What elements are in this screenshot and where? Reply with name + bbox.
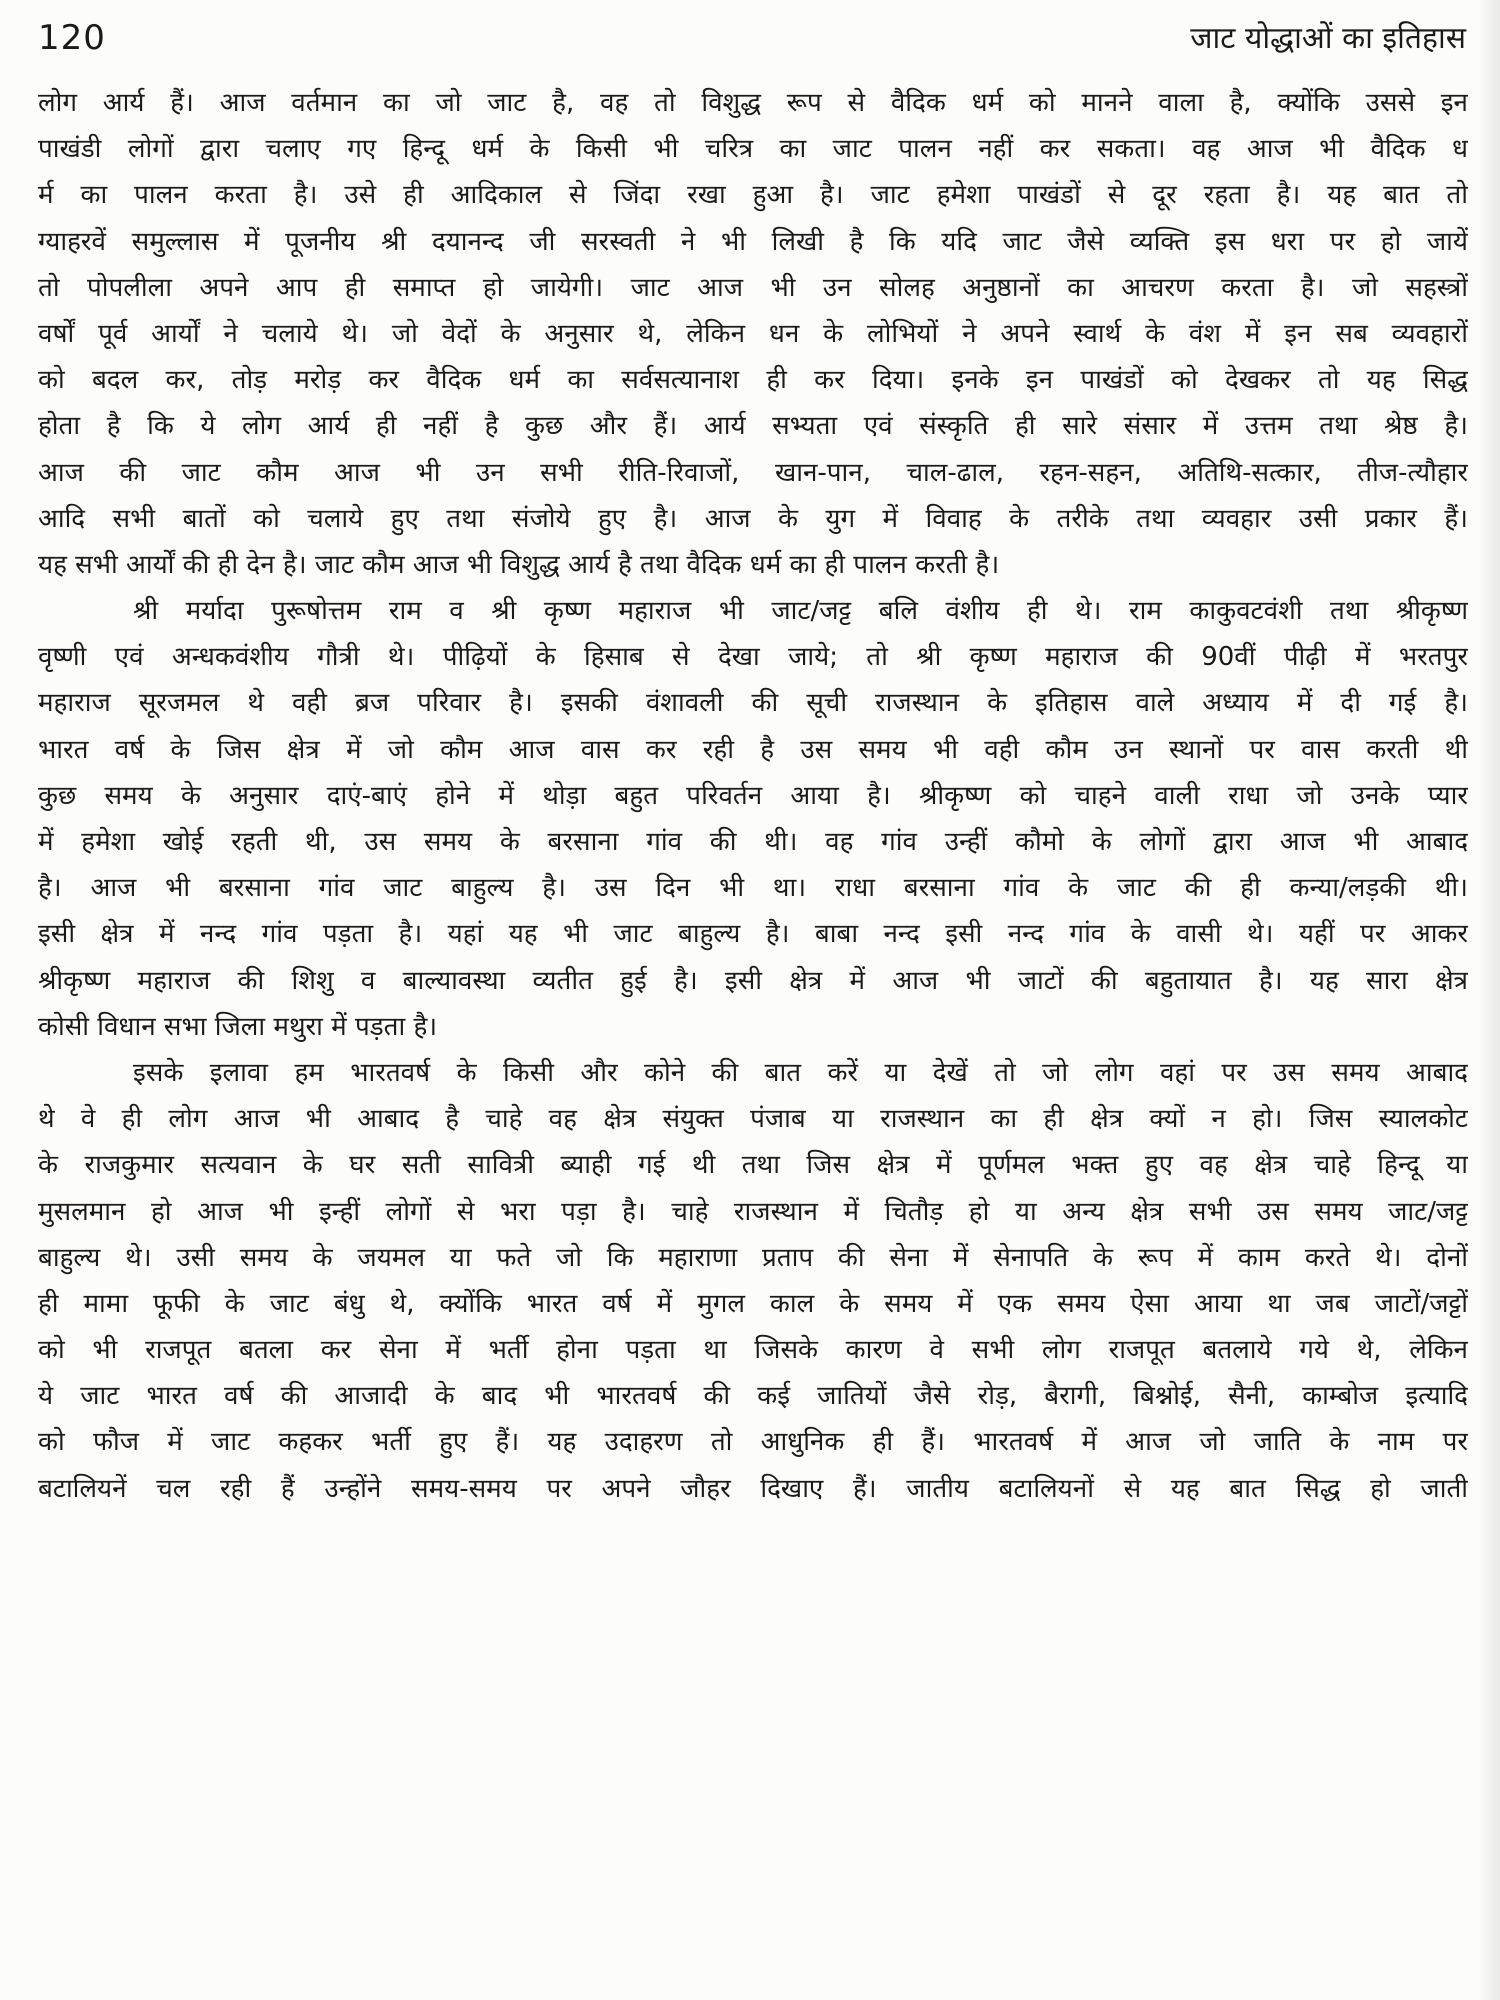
text-line: महाराज सूरजमल थे वही ब्रज परिवार है। इसकी वंशावली की सूची राजस्थान के इतिहास वाले अध्याय में दी गई है। [38,688,1468,719]
text-line: र्म का पालन करता है। उसे ही आदिकाल से जिंदा रखा हुआ है। जाट हमेशा पाखंडों से दूर रहता है। यह बात तो [38,180,1468,211]
text-line: के राजकुमार सत्यवान के घर सती सावित्री ब्याही गई थी तथा जिस क्षेत्र में पूर्णमल भक्त हुए वह क्षेत्र चाहे हिन्दू या [38,1150,1468,1181]
text-line-paragraph-start: इसके इलावा हम भारतवर्ष के किसी और कोने की बात करें या देखें तो जो लोग वहां पर उस समय आबाद [133,1057,1468,1088]
text-line: आज की जाट कौम आज भी उन सभी रीति-रिवाजों, खान-पान, चाल-ढाल, रहन-सहन, अतिथि-सत्कार, तीज-त्यौहार [38,457,1468,488]
text-line: को फौज में जाट कहकर भर्ती हुए हैं। यह उदाहरण तो आधुनिक ही हैं। भारतवर्ष में आज जो जाति के नाम पर [38,1427,1468,1458]
running-head: जाट योद्धाओं का इतिहास [1190,21,1466,56]
text-line: ही मामा फूफी के जाट बंधु थे, क्योंकि भारत वर्ष में मुगल काल के समय में एक समय ऐसा आया था जब जाटों/जट्टों [38,1288,1468,1319]
text-line: भारत वर्ष के जिस क्षेत्र में जो कौम आज वास कर रही है उस समय भी वही कौम उन स्थानों पर वास करती थी [38,734,1468,765]
text-line: वृष्णी एवं अन्धकवंशीय गौत्री थे। पीढ़ियों के हिसाब से देखा जाये; तो श्री कृष्ण महाराज की 90वीं पीढ़ी में भरतपुर [38,642,1468,673]
text-line: थे वे ही लोग आज भी आबाद है चाहे वह क्षेत्र संयुक्त पंजाब या राजस्थान का ही क्षेत्र क्यों न हो। जिस स्यालकोट [38,1104,1468,1135]
text-line: में हमेशा खोई रहती थी, उस समय के बरसाना गांव की थी। वह गांव उन्हीं कौमो के लोगों द्वारा आज भी आबाद [38,827,1468,857]
text-line: लोग आर्य हैं। आज वर्तमान का जो जाट है, वह तो विशुद्ध रूप से वैदिक धर्म को मानने वाला है, क्योंकि उससे इन [38,88,1468,118]
text-line: आदि सभी बातों को चलाये हुए तथा संजोये हुए है। आज के युग में विवाह के तरीके तथा व्यवहार उसी प्रकार हैं। [38,503,1468,534]
text-line: को बदल कर, तोड़ मरोड़ कर वैदिक धर्म का सर्वसत्यानाश ही कर दिया। इनके इन पाखंडों को देखकर तो यह सिद्ध [38,365,1468,396]
text-line: कुछ समय के अनुसार दाएं-बाएं होने में थोड़ा बहुत परिवर्तन आया है। श्रीकृष्ण को चाहने वाली राधा जो उनके प्यार [38,780,1468,811]
text-line: तो पोपलीला अपने आप ही समाप्त हो जायेगी। जाट आज भी उन सोलह अनुष्ठानों का आचरण करता है। जो सहस्त्रों [38,272,1468,303]
text-line: को भी राजपूत बतला कर सेना में भर्ती होना पड़ता था जिसके कारण वे सभी लोग राजपूत बतलाये गये थे, लेकिन [38,1335,1468,1366]
page-edge-shadow [1478,0,1500,2000]
text-line: पाखंडी लोगों द्वारा चलाए गए हिन्दू धर्म के किसी भी चरित्र का जाट पालन नहीं कर सकता। वह आज भी वैदिक ध [38,134,1468,165]
page-number: 120 [38,18,106,58]
text-line: ये जाट भारत वर्ष की आजादी के बाद भी भारतवर्ष की कई जातियों जैसे रोड़, बैरागी, बिश्नोई, सैनी, काम्बोज इत्यादि [38,1381,1468,1412]
text-line-paragraph-start: श्री मर्यादा पुरूषोत्तम राम व श्री कृष्ण महाराज भी जाट/जट्ट बलि वंशीय ही थे। राम काकुवटवंशी तथा श्रीकृष्ण [133,596,1468,627]
text-line: होता है कि ये लोग आर्य ही नहीं है कुछ और हैं। आर्य सभ्यता एवं संस्कृति ही सारे संसार में उत्तम तथा श्रेष्ठ है। [38,411,1468,442]
page-header [38,12,1466,68]
text-line: ग्याहरवें समुल्लास में पूजनीय श्री दयानन्द जी सरस्वती ने भी लिखी है कि यदि जाट जैसे व्यक्ति इस धरा पर हो जायें [38,226,1468,257]
text-line: इसी क्षेत्र में नन्द गांव पड़ता है। यहां यह भी जाट बाहुल्य है। बाबा नन्द इसी नन्द गांव के वासी थे। यहीं पर आकर [38,919,1468,950]
text-line: बटालियनें चल रही हैं उन्होंने समय-समय पर अपने जौहर दिखाए हैं। जातीय बटालियनों से यह बात सिद्ध हो जाती [38,1473,1468,1504]
text-line: श्रीकृष्ण महाराज की शिशु व बाल्यावस्था व्यतीत हुई है। इसी क्षेत्र में आज भी जाटों की बहुतायात है। यह सारा क्षेत्र [38,965,1468,996]
text-line: मुसलमान हो आज भी इन्हीं लोगों से भरा पड़ा है। चाहे राजस्थान में चितौड़ हो या अन्य क्षेत्र सभी उस समय जाट/जट्ट [38,1196,1468,1227]
text-line: है। आज भी बरसाना गांव जाट बाहुल्य है। उस दिन भी था। राधा बरसाना गांव के जाट की ही कन्या/लड़की थी। [38,873,1468,904]
text-line: यह सभी आर्यों की ही देन है। जाट कौम आज भी विशुद्ध आर्य है तथा वैदिक धर्म का ही पालन करती है। [38,549,1000,580]
text-line: बाहुल्य थे। उसी समय के जयमल या फते जो कि महाराणा प्रताप की सेना में सेनापति के रूप में काम करते थे। दोनों [38,1242,1468,1273]
text-line: कोसी विधान सभा जिला मथुरा में पड़ता है। [38,1011,438,1042]
body-text [38,80,1468,1512]
text-line: वर्षों पूर्व आर्यों ने चलाये थे। जो वेदों के अनुसार थे, लेकिन धन के लोभियों ने अपने स्वार्थ के वंश में इन सब व्यवहारों [38,318,1468,349]
